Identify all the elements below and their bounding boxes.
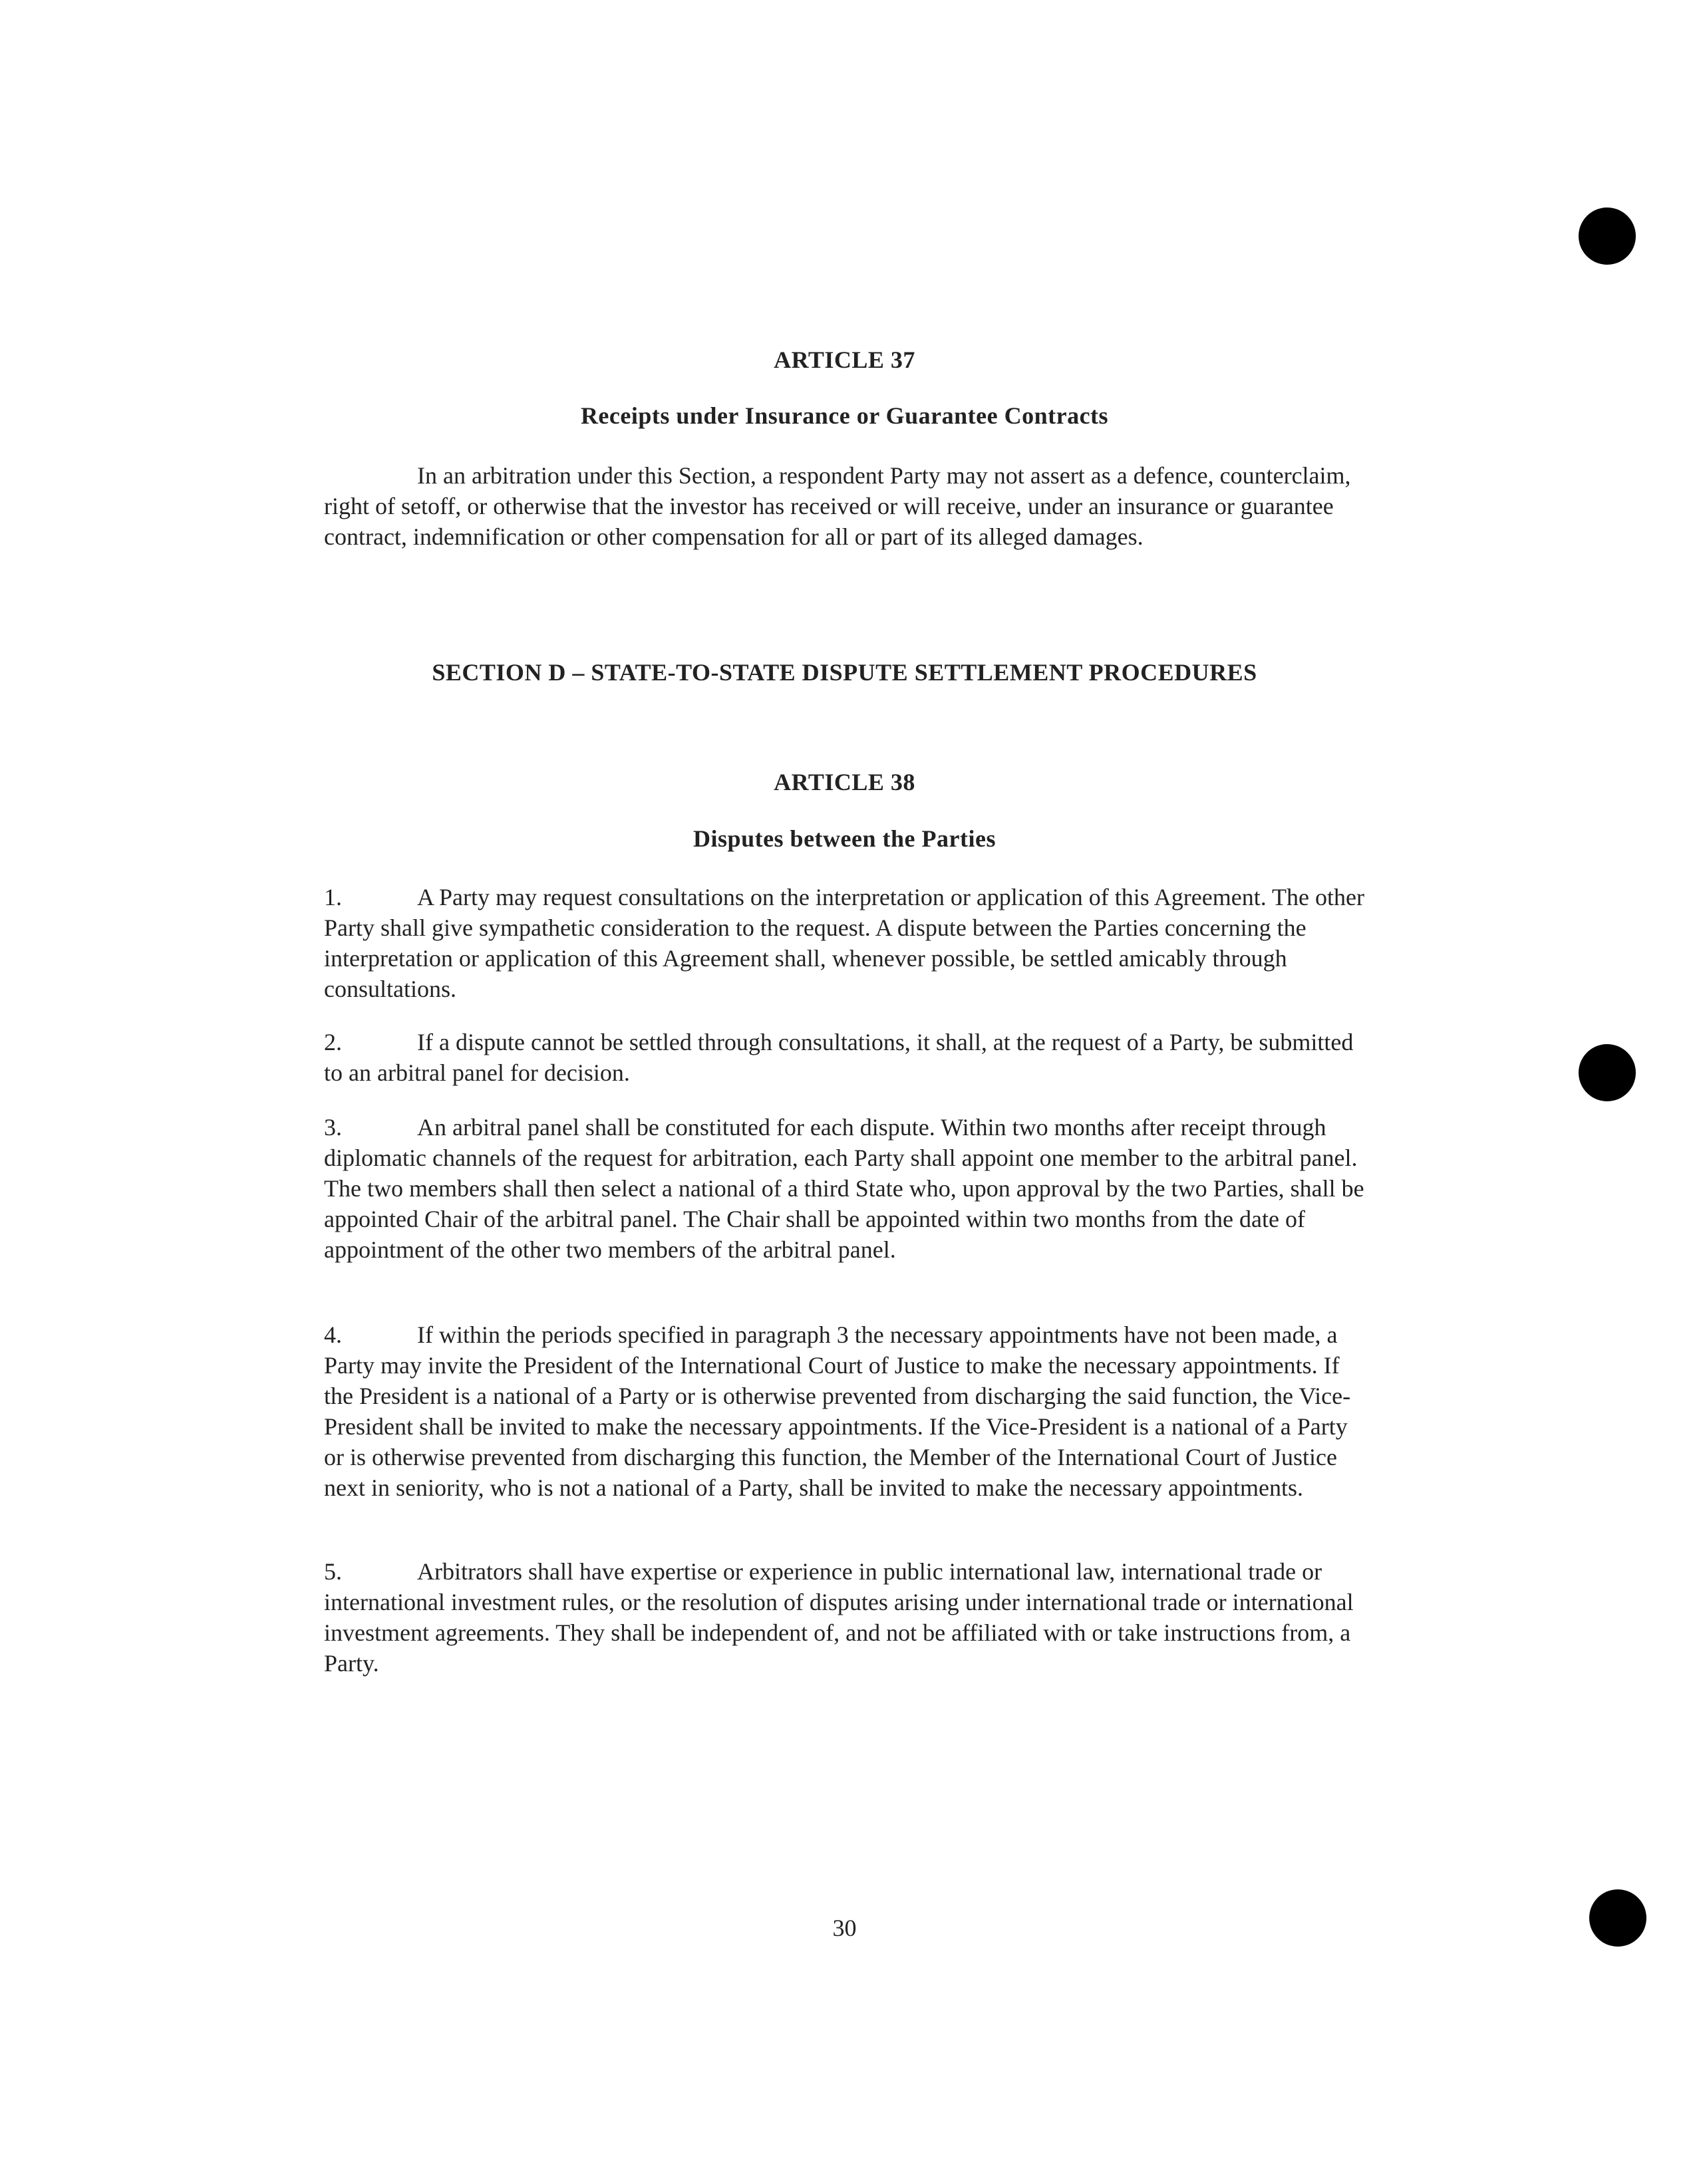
article-38-paragraph-2 <box>324 1027 1368 1088</box>
paragraph-number: 3. <box>324 1114 342 1141</box>
paragraph-number: 5. <box>324 1558 342 1585</box>
paragraph-number: 4. <box>324 1321 342 1348</box>
article-37-body: In an arbitration under this Section, a respondent Party may not assert as a defence, counterclaim, right of setoff, or otherwise that the investor has received or will receive, under an insurance or guarantee contract, indemnification or other compensation for all or part of its alleged damages. <box>324 462 1351 550</box>
page-number: 30 <box>832 1915 857 1941</box>
paragraph-text: Arbitrators shall have expertise or experience in public international law, international trade or international investment rules, or the resolution of disputes arising under international trade or international investment agreements. They shall be independent of, and not be affiliated with or take instructions from, a Party. <box>324 1558 1354 1677</box>
paragraph-text: A Party may request consultations on the interpretation or application of this Agreement. The other Party shall give sympathetic consideration to the request. A dispute between the Parties concerning the interpretation or application of this Agreement shall, whenever possible, be settled amicably through consultations. <box>324 884 1364 1002</box>
article-37-heading: ARTICLE 37 <box>774 346 915 373</box>
article-38-title: Disputes between the Parties <box>693 825 996 852</box>
section-d-heading: SECTION D – STATE-TO-STATE DISPUTE SETTLEMENT PROCEDURES <box>432 659 1257 686</box>
paragraph-number: 2. <box>324 1029 342 1055</box>
paragraph-text: An arbitral panel shall be constituted for each dispute. Within two months after receipt through diplomatic channels of the request for arbitration, each Party shall appoint one member to the arbitral panel. The two members shall then select a national of a third State who, upon approval by the two Parties, shall be appointed Chair of the arbitral panel. The Chair shall be appointed within two months from the date of appointment of the other two members of the arbitral panel. <box>324 1114 1364 1263</box>
punch-hole-middle <box>1579 1044 1636 1101</box>
article-38-paragraph-1 <box>324 882 1368 1004</box>
punch-hole-top <box>1579 207 1636 265</box>
article-37-title: Receipts under Insurance or Guarantee Contracts <box>580 402 1109 429</box>
article-38-paragraph-4 <box>324 1319 1368 1503</box>
article-38-paragraph-3 <box>324 1112 1368 1265</box>
article-38-heading: ARTICLE 38 <box>774 769 915 795</box>
paragraph-number: 1. <box>324 884 342 910</box>
paragraph-text: If within the periods specified in paragraph 3 the necessary appointments have not been made, a Party may invite the President of the International Court of Justice to make the necessary appointments. If the President is a national of a Party or is otherwise prevented from discharging the said function, the Vice-President shall be invited to make the necessary appointments. If the Vice-President is a national of a Party or is otherwise prevented from discharging this function, the Member of the International Court of Justice next in seniority, who is not a national of a Party, shall be invited to make the necessary appointments. <box>324 1321 1351 1501</box>
article-38-paragraph-5 <box>324 1556 1368 1679</box>
paragraph-text: If a dispute cannot be settled through consultations, it shall, at the request of a Party, be submitted to an arbitral panel for decision. <box>324 1029 1354 1086</box>
